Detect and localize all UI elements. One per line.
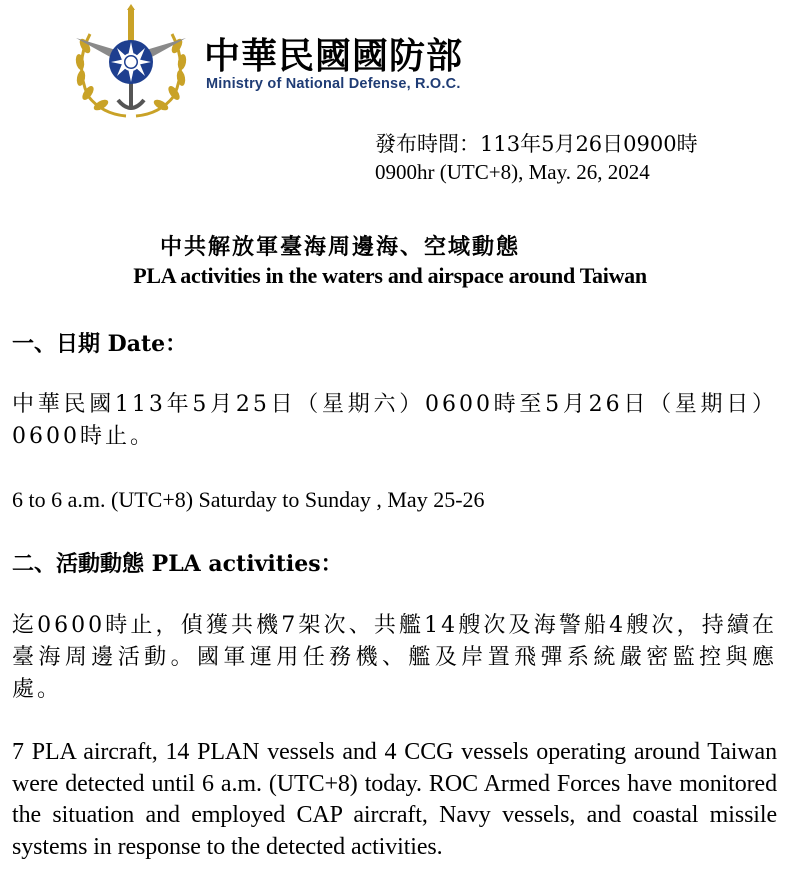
document-title-en: PLA activities in the waters and airspace around Taiwan [133,263,647,288]
date-paragraph-en: 6 to 6 a.m. (UTC+8) Saturday to Sunday , May 25-26 [12,487,485,512]
activities-paragraph-en: 7 PLA aircraft, 14 PLAN vessels and 4 CCG vessels operating around Taiwan were detected until 6 a.m. (UTC+8) today. ROC Armed Forces have monitored the situation and employed CAP aircraft, Navy vessels, and coastal missile systems in response to the detected activities. [12,739,777,860]
date-paragraph-zh: 中華民國113年5月25日（星期六）0600時至5月26日（星期日）0600時止。 [12,392,777,449]
mnd-emblem-icon [68,4,194,122]
section-date-heading: 一、日期 Date： [12,331,188,357]
activities-paragraph-zh: 迄0600時止，偵獲共機7架次、共艦14艘次及海警船4艘次，持續在臺海周邊活動。國軍運用任務機、艦及岸置飛彈系統嚴密監控與應處。 [12,613,777,702]
section-activities-heading: 二、活動動態 PLA activities： [12,551,343,577]
document-title-zh: 中共解放軍臺海周邊海、空域動態 [160,234,521,260]
release-time-en: 0900hr (UTC+8), May. 26, 2024 [375,160,650,184]
ministry-name-en: Ministry of National Defense, R.O.C. [206,76,461,92]
ministry-name-zh: 中華民國國防部 [204,36,464,77]
release-time-zh: 發布時間：113年5月26日0900時 [375,132,698,156]
